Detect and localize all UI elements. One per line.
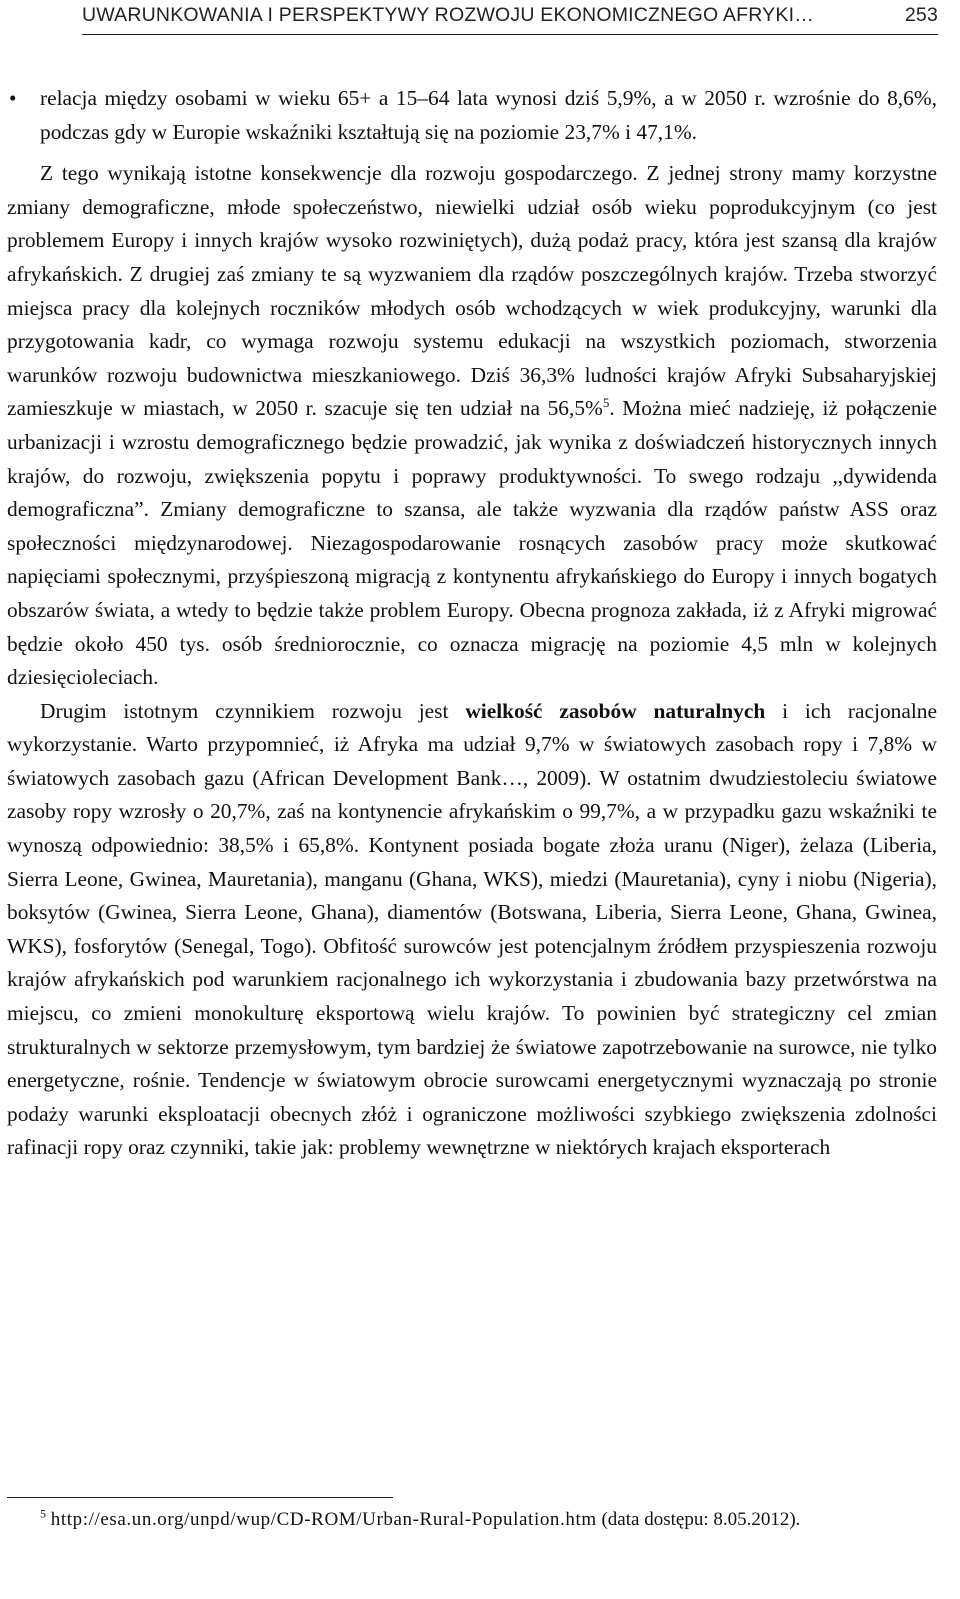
paragraph-demographics-text-2: . Można mieć nadzieję, iż połączenie urbanizacji i wzrostu demograficznego będzie prowadzić, jak wynika z doświadczeń historycznych innych krajów, do rozwoju, zwiększenia popytu i poprawy produktywności. To swego rodzaju ,,dywidenda demograficzna”. Zmiany demograficzne to szansa, ale także wyzwania dla rządów państw ASS oraz społeczności międzynarodowej. Niezagospodarowanie rosnących zasobów pracy może skutkować napięciami społecznymi, przyśpieszoną migracją z kontynentu afrykańskiego do Europy i innych bogatych obszarów świata, a wtedy to będzie także problem Europy. Obecna prognoza zakłada, iż z Afryki migrować będzie około 450 tys. osób średniorocznie, co oznacza migrację na poziomie 4,5 mln w kolejnych dziesięcioleciach.	[7, 396, 937, 690]
running-header	[82, 4, 938, 35]
footnote-access-date: (data dostępu: 8.05.2012).	[596, 1509, 801, 1530]
paragraph-resources-text: i ich racjonalne wykorzystanie. Warto przypomnieć, iż Afryka ma udział 9,7% w światowych zasobach ropy i 7,8% w światowych zasobach gazu (African Development Bank…, 2009). W ostatnim dwudziestoleciu światowe zasoby ropy wzrosły o 20,7%, zaś na kontynencie afrykańskim o 99,7%, a w przypadku gazu wskaźniki te wynoszą odpowiednio: 38,5% i 65,8%. Kontynent posiada bogate złoża uranu (Niger), żelaza (Liberia, Sierra Leone, Gwinea, Mauretania), manganu (Ghana, WKS), miedzi (Mauretania), cyny i niobu (Nigeria), boksytów (Gwinea, Sierra Leone, Ghana), diamentów (Botswana, Liberia, Sierra Leone, Ghana, Gwinea, WKS), fosforytów (Senegal, Togo). Obfitość surowców jest potencjalnym źródłem przyspieszenia rozwoju krajów afrykańskich pod warunkiem racjonalnego ich wykorzystania i zbudowania bazy przetwórstwa na miejscu, co zmieni monokulturę eksportową wielu krajów. To powinien być strategiczny cel zmian strukturalnych w sektorze przemysłowym, tym bardziej że światowe zapotrzebowanie na surowce, nie tylko energetyczne, rośnie. Tendencje w światowym obrocie surowcami energetycznymi wyznaczają po stronie podaży warunki eksploatacji obecnych złóż i ograniczone możliwości szybkiego zwiększenia zdolności rafinacji ropy oraz czynniki, takie jak: problemy wewnętrzne w niektórych krajach eksporterach	[7, 698, 937, 1160]
footnote	[7, 1507, 937, 1533]
body-text	[7, 82, 937, 1165]
footnote-url: http://esa.un.org/unpd/wup/CD-ROM/Urban-Rural-Population.htm	[50, 1509, 597, 1530]
bullet-item	[7, 82, 937, 149]
bullet-symbol: •	[9, 86, 17, 110]
paragraph-resources-bold-term: wielkość zasobów naturalnych	[465, 698, 766, 723]
footnote-number: 5	[40, 1506, 46, 1521]
footnote-divider	[7, 1497, 393, 1498]
paragraph-resources-lead: Drugim istotnym czynnikiem rozwoju jest	[40, 698, 466, 723]
running-header-title: UWARUNKOWANIA I PERSPEKTYWY ROZWOJU EKONOMICZNEGO AFRYKI…	[82, 4, 814, 26]
paragraph-demographics-text-1: Z tego wynikają istotne konsekwencje dla rozwoju gospodarczego. Z jednej strony mamy korzystne zmiany demograficzne, młode społeczeństwo, niewielki udział osób wieku poprodukcyjnym (co jest problemem Europy i innych krajów wysoko rozwiniętych), dużą podaż pracy, która jest szansą dla krajów afrykańskich. Z drugiej zaś zmiany te są wyzwaniem dla rządów poszczególnych krajów. Trzeba stworzyć miejsca pracy dla kolejnych roczników młodych osób wchodzących w wiek produkcyjny, warunki dla przygotowania kadr, co wymaga rozwoju systemu edukacji na wszystkich poziomach, stworzenia warunków rozwoju budownictwa mieszkaniowego. Dziś 36,3% ludności krajów Afryki Subsaharyjskiej zamieszkuje w miastach, w 2050 r. szacuje się ten udział na 56,5%	[7, 161, 937, 421]
paragraph-demographics	[7, 157, 937, 695]
page-number: 253	[904, 4, 938, 26]
paragraph-natural-resources	[7, 695, 937, 1165]
bullet-text: relacja między osobami w wieku 65+ a 15–64 lata wynosi dziś 5,9%, a w 2050 r. wzrośnie do 8,6%, podczas gdy w Europie wskaźniki kształtują się na poziomie 23,7% i 47,1%.	[40, 86, 937, 144]
footnote-reference: 5	[602, 395, 610, 411]
